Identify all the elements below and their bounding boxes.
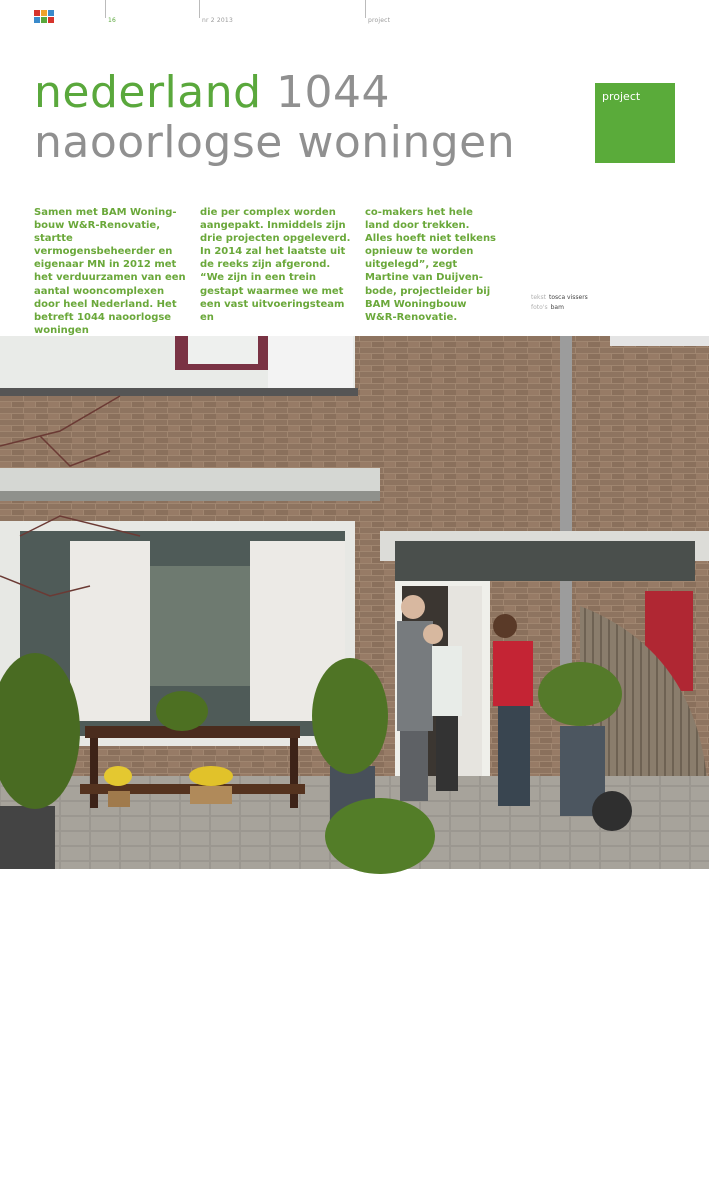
- title-number: 1044: [276, 67, 391, 118]
- house-photo: [0, 336, 709, 1199]
- intro-column-1: Samen met BAM Woning- bouw W&R-Renovatie, startte vermogensbeheerder en eigenaar MN in 2012 met het verduurzamen van een aantal wooncomplexen door heel Nederland. Het betreft 1044 naoorlogse woningen: [34, 207, 186, 336]
- header-divider: [365, 0, 366, 18]
- page-number: 16: [108, 17, 117, 24]
- credit-text-value: tosca vissers: [549, 294, 588, 301]
- section-tag: [595, 83, 675, 163]
- section-tag-label: project: [602, 90, 641, 103]
- credit-photo-value: bam: [550, 304, 564, 311]
- magazine-logo-icon: [34, 10, 56, 24]
- section-label: project: [368, 17, 391, 24]
- intro-column-3: co-makers het hele land door trekken. Alles hoeft niet telkens opnieuw te worden uitgelegd”, zegt Martine van Duijven- bode, projectleider bij BAM Woningbouw W&R-Renovatie.: [365, 207, 497, 323]
- photo-caption: Gert van der Heiden en Martine van Duijvenbode in gesprek met een bewoonster.: [34, 1192, 281, 1199]
- credits: [531, 293, 588, 313]
- title-green: nederland: [34, 67, 262, 118]
- header-divider: [105, 0, 106, 18]
- header-divider: [199, 0, 200, 18]
- article-title: [34, 68, 515, 168]
- credit-text-label: tekst: [531, 294, 546, 301]
- credit-photo-label: foto's: [531, 304, 548, 311]
- issue-label: nr 2 2013: [202, 17, 233, 24]
- title-line2: naoorlogse woningen: [34, 117, 516, 168]
- intro-column-2: die per complex worden aangepakt. Inmiddels zijn drie projecten opgeleverd. In 2014 zal het laatste uit de reeks zijn afgerond. “We zijn in een trein gestapt waarmee we met een vast uitvoeringsteam en: [200, 207, 351, 323]
- page-header: [0, 0, 709, 30]
